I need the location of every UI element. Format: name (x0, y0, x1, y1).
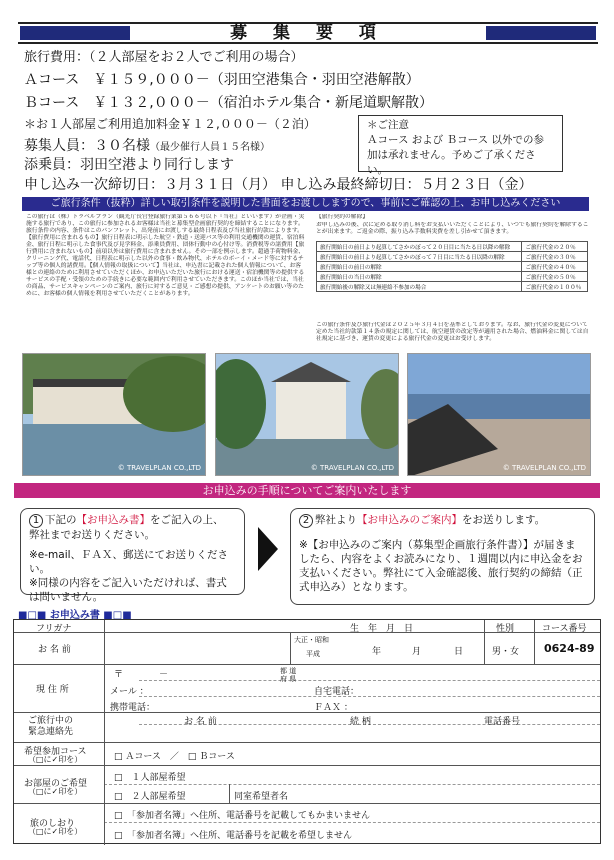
cancel-fee: ご旅行代金の５０％ (522, 272, 588, 282)
furigana-label: フリガナ (36, 624, 72, 634)
gender-label: 性別 (496, 624, 515, 634)
cancel-title: 【旅行契約の解除】 (316, 214, 369, 220)
step2-text: 弊社より (315, 514, 357, 526)
guide-deny-checkbox[interactable]: □ 「参加者名簿」へ住所、電話番号を記載を希望しません (114, 831, 353, 841)
emergency-name-label: お 名 前 (184, 717, 217, 727)
arrow-right-icon (258, 527, 278, 571)
cancel-when: 旅行開始後の解除又は無連絡不参加の場合 (317, 282, 522, 292)
emergency-relation-label: 続 柄 (350, 717, 371, 727)
single-room-fee: ＊お１人部屋ご利用追加料金￥１２,０００－（２泊） (24, 117, 316, 131)
notice-title: ＊ご注意 (367, 119, 409, 131)
room-double-checkbox[interactable]: □ ２人部屋希望 (114, 792, 186, 802)
prefecture-label-2: 府 県 (280, 675, 297, 683)
emergency-field[interactable] (109, 726, 597, 741)
room-single-checkbox[interactable]: □ １人部屋希望 (114, 773, 186, 783)
cancel-table (316, 241, 588, 292)
table-row (317, 242, 588, 252)
town-image (408, 354, 591, 476)
cancel-fee: ご旅行代金の４０％ (522, 262, 588, 272)
step1-line2: 弊社までお送りください。 (29, 529, 155, 541)
roommate-field[interactable]: 同室希望者名 (234, 792, 289, 802)
step2-highlight: 【お申込みのご案内】 (357, 514, 462, 526)
cancel-when: 旅行開始日の前日より起算してさかのぼって２０日目に当たる日以降の解除 (317, 242, 522, 252)
name-field[interactable] (114, 634, 284, 662)
step2-text-post: をお送りします。 (462, 514, 546, 526)
emergency-tel-label: 電話番号 (484, 717, 521, 727)
step2-note: ※【お申込みのご案内（募集型企画旅行条件書）】が届きましたら、内容をよくお読みになり、１週間以内に申込金をお支払いください。弊社にて入金確認後、旅行契約の締結（正式申込み）となります。 (299, 539, 583, 593)
day-label: 日 (454, 647, 464, 657)
step1-highlight: 【お申込み書】 (76, 514, 150, 526)
notice-body: Ａコース および Ｂコース 以外での参加は承れません。予めご了承ください。 (367, 134, 544, 176)
mail-field[interactable]: メール ： (110, 687, 149, 697)
deadline-info: 申し込み一次締切日：３月３１日（月） 申し込み最終締切日：５月２３日（金） (24, 177, 533, 193)
step1-note1: ※e-mail、ＦＡＸ、郵送にてお送りください。 (29, 549, 229, 575)
mobile-field[interactable]: 携帯電話： (110, 703, 156, 713)
emergency-label: ご旅行中の 緊急連絡先 (28, 716, 74, 737)
building-image (216, 354, 399, 476)
room-check-hint: （□に✓印を） (28, 787, 83, 796)
photo-credit: © TRAVELPLAN CO.,LTD (117, 464, 201, 472)
fee-label: 旅行費用：（２人部屋をお２人でご利用の場合） (24, 50, 304, 65)
cancel-fee: ご旅行代金の２０％ (522, 242, 588, 252)
course-b-fee: Ｂコース ￥１３２,０００－（宿泊ホテル集合・新尾道駅解散） (24, 95, 434, 111)
escort-info: 添乗員：羽田空港より同行します (24, 157, 234, 173)
guide-allow-checkbox[interactable]: □ 「参加者名簿」へ住所、電話番号を記載してもかまいません (114, 811, 371, 821)
step-number: 1 (29, 514, 43, 528)
cancel-text: お申し込みの後、次に定める取り消し料をお支払いいただくことにより、いつでも旅行契約を解除することが出来ます。ご返金の際、振り込み手数料実費を差し引かせて頂きます。 (316, 222, 589, 235)
postal-field[interactable]: 〒 － (114, 670, 169, 680)
capacity: 募集人員：３０名様 (24, 138, 150, 154)
table-row (317, 272, 588, 282)
guide-check-hint: （□に✓印を） (28, 827, 83, 836)
form-title: ■□■ お申込み書 ■□■ (18, 610, 132, 621)
step-number: 2 (299, 514, 313, 528)
table-row (317, 262, 588, 272)
gender-options[interactable]: 男・女 (492, 647, 520, 657)
room-label: お部屋のご希望 (24, 779, 88, 789)
month-label: 月 (412, 647, 422, 657)
course-number: 0624-89 (544, 642, 595, 655)
era2-label: 平成 (306, 650, 320, 658)
address-label: 現 住 所 (36, 685, 69, 695)
page-title: 募 集 要 項 (230, 23, 386, 43)
prefecture-label-1: 都 道 (280, 667, 297, 675)
photo-townscape (407, 353, 591, 476)
conditions-footer: この旅行条件及び旅行代金は２０２５年３月４日を基準としております。なお、旅行代金の変更について定めた当社約款第１４条の規定に関しては、航空運賃の改定等が適用された場合、燃油料金に関しては自社規定に基づき、運賃の変更による旅行代金の変更はお受けします。 (316, 322, 589, 342)
guide-label: 旅のしおり (30, 819, 76, 829)
step1-text: 下記の (45, 514, 77, 526)
step-1-box (20, 508, 245, 603)
course-number-label: コース番号 (542, 624, 587, 634)
cancel-fee: ご旅行代金の１００％ (522, 282, 588, 292)
photo-credit: © TRAVELPLAN CO.,LTD (310, 464, 394, 472)
capacity-min: （最少催行人員１５名様） (150, 142, 270, 153)
year-label: 年 (372, 647, 382, 657)
course-a-fee: Ａコース ￥１５９,０００－（羽田空港集合・羽田空港解散） (24, 72, 420, 88)
fax-field[interactable]: ＦＡＸ ： (314, 703, 353, 713)
step1-note2: ※同様の内容をご記入いただければ、書式は問いません。 (29, 577, 227, 603)
title-bar (18, 22, 598, 44)
cancel-fee: ご旅行代金の３０％ (522, 252, 588, 262)
course-check-hint: （□に✓印を） (28, 755, 83, 764)
era-label: 大正・昭和 (294, 636, 329, 644)
conditions-left-text: この旅行は（株）トラベルプラン（観光庁長官登録旅行業第５６６号以下『当社』といいます）が企画・実施する旅行であり、この旅行に参加されるお客様は当社と募集型企画旅行契約を締結することになります。旅行条件の内容、条件はこのパンフレット、出発前にお渡しする最終日程表及び当社旅行約款によります。【旅行費用に含まれるもの】旅行日程表に明示した航空・鉄道・送迎バス等の利用交通機関の運賃、宿泊料金、旅行日程に明示した食事代及び見学料金、添乗員費用、団体行動中の心付け等。消費税等の諸費用【旅行費用に含まれないもの】前項以外は旅行費用に含まれません。その一部を例示します。超過手荷物料金、クリーニング代、電話代、日程表に明示した以外の食事・飲み物代、ホテルのボーイ・メード等に対するチップ等の個人的諸費用。【個人情報の取扱について】当社は、申込書に記載された個人情報について、お客様との連絡のために利用させていただくほか、お申込いただいた旅行における運送・宿泊機関等の提供するサービスの手配・受領のための手続きに必要な範囲内で利用させていただきます。このほか当社では、当社の商品、サービスキャンペーンのご案内、旅行に対するご意見・ご感想の提供、アンケートのお願い等のために、お客様の個人情報を利用させていただくことがあります。 (26, 214, 305, 297)
procedure-bar: お申込みの手順についてご案内いたします (14, 483, 600, 498)
birth-label: 生 年 月 日 (350, 624, 414, 634)
cancel-when: 旅行開始日の前日の解除 (317, 262, 522, 272)
photo-canal (22, 353, 206, 476)
application-form (13, 619, 601, 844)
photo-credit: © TRAVELPLAN CO.,LTD (502, 464, 586, 472)
cancel-when: 旅行開始日の前日より起算してさかのぼって７日目に当たる日以降の解除 (317, 252, 522, 262)
table-row (317, 282, 588, 292)
cancel-when: 旅行開始日の当日の解除 (317, 272, 522, 282)
canal-image (23, 354, 206, 476)
conditions-bar: ご旅行条件（抜粋）詳しい取引条件を説明した書面をお渡ししますので、事前にご確認の上、お申し込みください (22, 197, 589, 211)
name-label: お 名 前 (38, 645, 71, 655)
home-tel-field[interactable]: 自宅電話： (314, 687, 360, 697)
step-2-box (290, 508, 595, 605)
course-checkboxes[interactable]: □ Ａコース ／ □ Ｂコース (114, 752, 235, 762)
photo-building (215, 353, 399, 476)
notice-box (358, 115, 563, 176)
table-row (317, 252, 588, 262)
step1-text-post: をご記入の上、 (150, 514, 224, 526)
course-pref-label: 希望参加コース (24, 747, 87, 757)
